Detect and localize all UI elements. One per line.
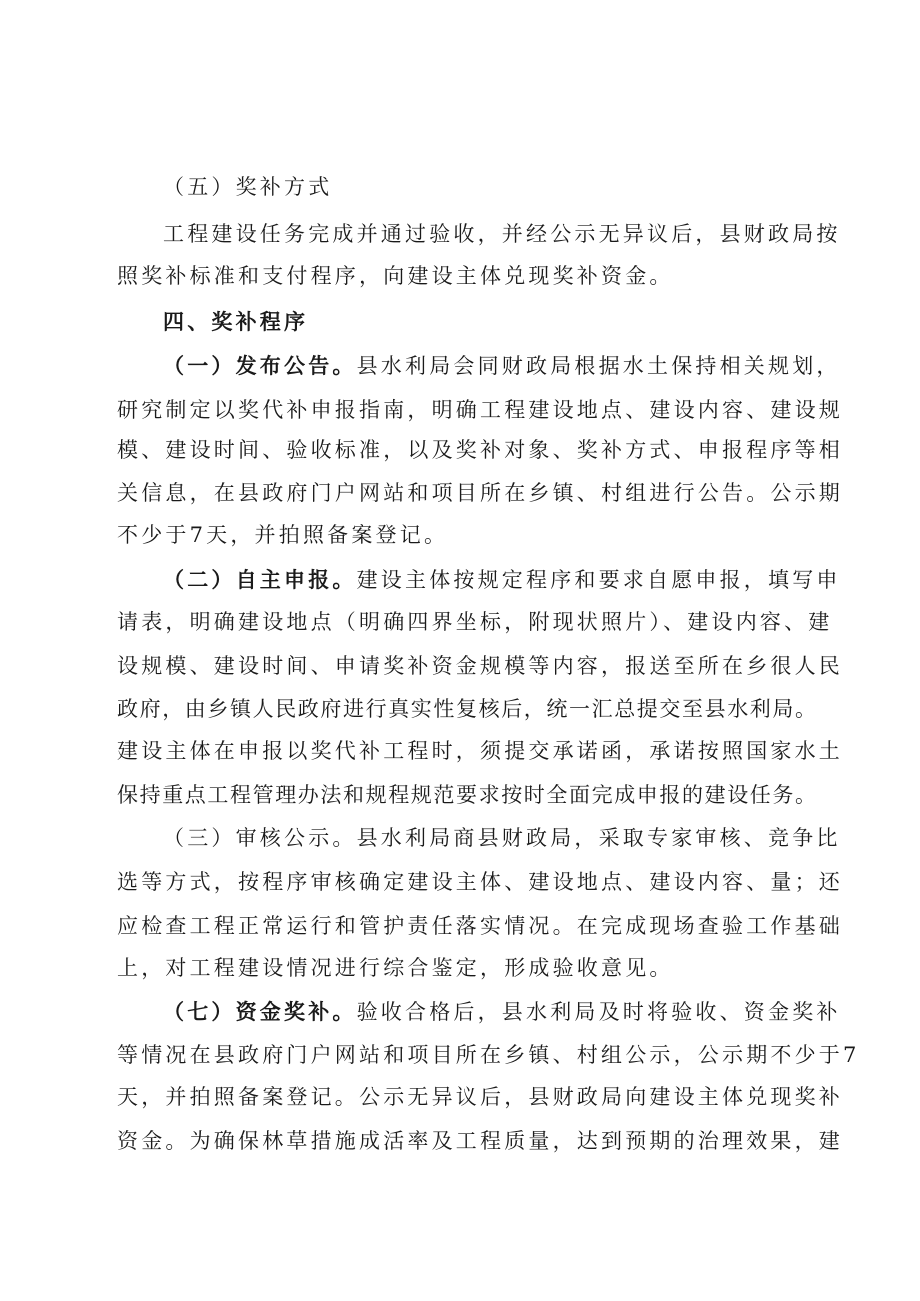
paragraph-line: 关信息，在县政府门户网站和项目所在乡镇、村组进行公告。公示期 [117, 481, 843, 505]
paragraph-line: 资金。为确保林草措施成活率及工程质量，达到预期的治理效果，建 [117, 1129, 843, 1153]
paragraph-line [163, 560, 863, 600]
chapter-heading-reward-procedure: 四、奖补程序 [163, 310, 309, 334]
paragraph-line: 照奖补标准和支付程序，向建设主体兑现奖补资金。 [117, 264, 674, 288]
paragraph-text: 建设主体按规定程序和要求自愿申报，填写申 [356, 568, 841, 592]
paragraph-line: 建设主体在申报以奖代补工程时，须提交承诺函，承诺按照国家水土 [117, 739, 843, 763]
paragraph-line: 设规模、建设时间、申请奖补资金规模等内容，报送至所在乡很人民 [117, 654, 843, 678]
paragraph-line [163, 992, 863, 1032]
paragraph-line: 模、建设时间、验收标准，以及奖补对象、奖补方式、申报程序等相 [117, 438, 843, 462]
paragraph-line: 选等方式，按程序审核确定建设主体、建设地点、建设内容、量；还 [117, 870, 843, 894]
paragraph-line: 不少于7天，并拍照备案登记。 [117, 523, 449, 547]
section-heading-reward-method: （五）奖补方式 [163, 175, 333, 199]
paragraph-line: 政府，由乡镇人民政府进行真实性复核后，统一汇总提交至县水利局。 [117, 697, 818, 721]
paragraph-text: 县水利局会同财政局根据水土保持相关规划， [356, 354, 841, 378]
paragraph-line: 应检查工程正常运行和管护责任落实情况。在完成现场查验工作基础 [117, 914, 843, 938]
step-label-fund-reward: （七）资金奖补。 [163, 1000, 357, 1024]
paragraph-line: 上，对工程建设情况进行综合鉴定，形成验收意见。 [117, 956, 674, 980]
step-label-publish-notice: （一）发布公告。 [163, 354, 357, 378]
paragraph-text: 验收合格后，县水利局及时将验收、资金奖补 [356, 1000, 841, 1024]
paragraph-line: 工程建设任务完成并通过验收，并经公示无异议后，县财政局按 [163, 222, 841, 246]
paragraph-line: 天，并拍照备案登记。公示无异议后，县财政局向建设主体兑现奖补 [117, 1085, 843, 1109]
paragraph-line: 研究制定以奖代补申报指南，明确工程建设地点、建设内容、建设规 [117, 398, 843, 422]
paragraph-line [163, 346, 863, 386]
paragraph-line: 请表，明确建设地点（明确四界坐标，附现状照片）、建设内容、建 [117, 610, 833, 634]
paragraph-line: （三）审核公示。县水利局商县财政局，采取专家审核、竞争比 [163, 826, 841, 850]
step-label-self-application: （二）自主申报。 [163, 568, 357, 592]
paragraph-line: 等情况在县政府门户网站和项目所在乡镇、村组公示，公示期不少于7 [117, 1043, 860, 1067]
paragraph-line: 保持重点工程管理办法和规程规范要求按时全面完成申报的建设任务。 [117, 783, 818, 807]
